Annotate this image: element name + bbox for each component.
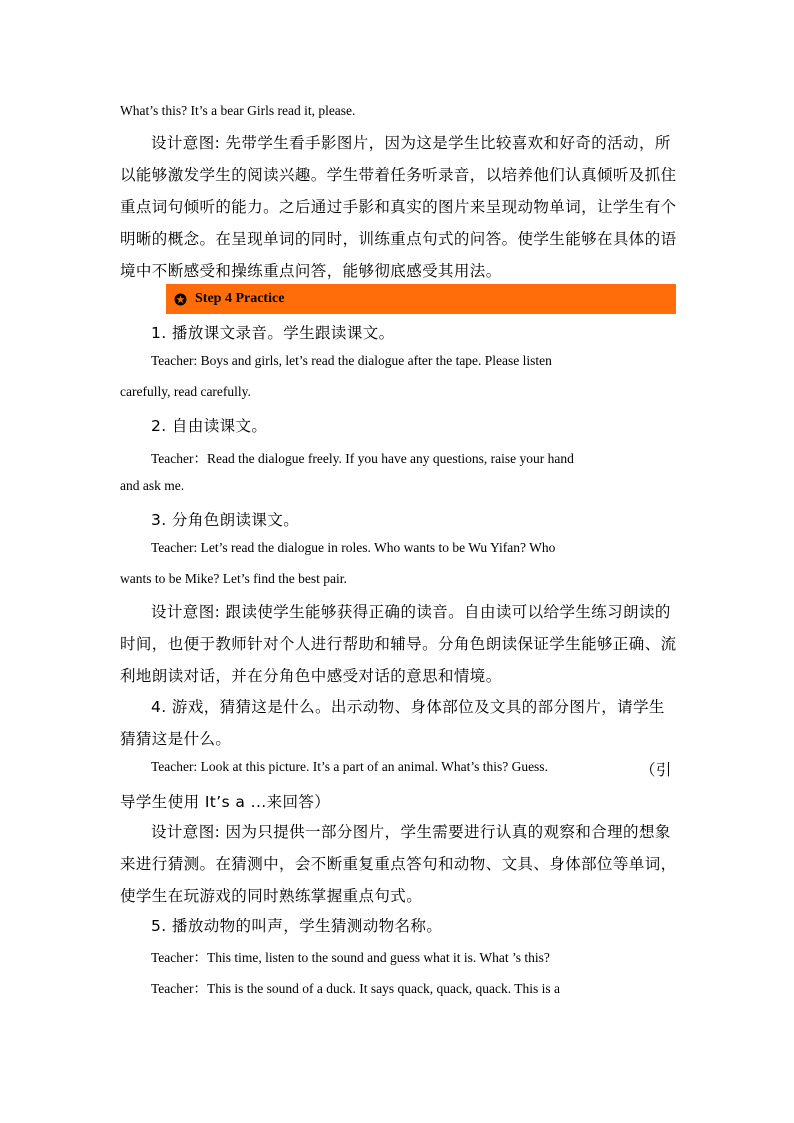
design-intent-paragraph-line: 明晰的概念。在呈现单词的同时，训练重点句式的问答。使学生能够在具体的语 bbox=[120, 230, 677, 248]
teacher-line-tail: （引 bbox=[640, 761, 672, 779]
teacher-line: Teacher: Let’s read the dialogue in roles. Who wants to be Wu Yifan? Who bbox=[151, 540, 556, 555]
design-intent-paragraph-line: 境中不断感受和操练重点问答，能够彻底感受其用法。 bbox=[120, 262, 502, 280]
design-intent-paragraph-line: 时间，也便于教师针对个人进行帮助和辅导。分角色朗读保证学生能够正确、流 bbox=[120, 635, 677, 653]
design-intent-paragraph-line: 使学生在玩游戏的同时熟练掌握重点句式。 bbox=[120, 887, 423, 905]
teacher-line: Teacher: Boys and girls, let’s read the dialogue after the tape. Please listen bbox=[151, 353, 552, 368]
step-item-line: 5. 播放动物的叫声，学生猜测动物名称。 bbox=[151, 917, 443, 935]
step-heading-banner bbox=[166, 284, 676, 314]
star-circle-icon bbox=[174, 293, 187, 306]
design-intent-paragraph-line: 以能够激发学生的阅读兴趣。学生带着任务听录音，以培养他们认真倾听及抓住 bbox=[120, 166, 677, 184]
design-intent-paragraph-line: 设计意图: 跟读使学生能够获得正确的读音。自由读可以给学生练习朗读的 bbox=[151, 603, 671, 621]
text-line: What’s this? It’s a bear Girls read it, please. bbox=[120, 103, 356, 118]
design-intent-paragraph-line: 重点词句倾听的能力。之后通过手影和真实的图片来呈现动物单词，让学生有个 bbox=[120, 198, 677, 216]
design-intent-paragraph-line: 设计意图: 先带学生看手影图片，因为这是学生比较喜欢和好奇的活动，所 bbox=[151, 134, 671, 152]
step-heading-title: Step 4 Practice bbox=[195, 291, 285, 306]
step-item-line: 1. 播放课文录音。学生跟读课文。 bbox=[151, 324, 395, 342]
teacher-line: and ask me. bbox=[120, 478, 185, 493]
design-intent-paragraph-line: 设计意图: 因为只提供一部分图片，学生需要进行认真的观察和合理的想象 bbox=[151, 823, 671, 841]
teacher-line: Teacher: Look at this picture. It’s a part of an animal. What’s this? Guess. bbox=[151, 759, 548, 774]
teacher-line: carefully, read carefully. bbox=[120, 384, 251, 399]
step-item-line: 4. 游戏，猜猜这是什么。出示动物、身体部位及文具的部分图片，请学生 bbox=[151, 698, 665, 716]
step-item-line: 2. 自由读课文。 bbox=[151, 417, 268, 435]
teacher-line: 导学生使用 It’s a ...来回答） bbox=[120, 793, 331, 811]
step-item-line: 3. 分角色朗读课文。 bbox=[151, 511, 300, 529]
step-item-line: 猜猜这是什么。 bbox=[120, 730, 232, 748]
teacher-line: Teacher：This time, listen to the sound and guess what it is. What ’s this? bbox=[151, 950, 550, 965]
teacher-line: Teacher：This is the sound of a duck. It says quack, quack, quack. This is a bbox=[151, 981, 560, 996]
teacher-line: Teacher：Read the dialogue freely. If you have any questions, raise your hand bbox=[151, 451, 574, 466]
design-intent-paragraph-line: 利地朗读对话，并在分角色中感受对话的意思和情境。 bbox=[120, 667, 502, 685]
teacher-line: wants to be Mike? Let’s find the best pair. bbox=[120, 571, 347, 586]
design-intent-paragraph-line: 来进行猜测。在猜测中，会不断重复重点答句和动物、文具、身体部位等单词， bbox=[120, 855, 677, 873]
